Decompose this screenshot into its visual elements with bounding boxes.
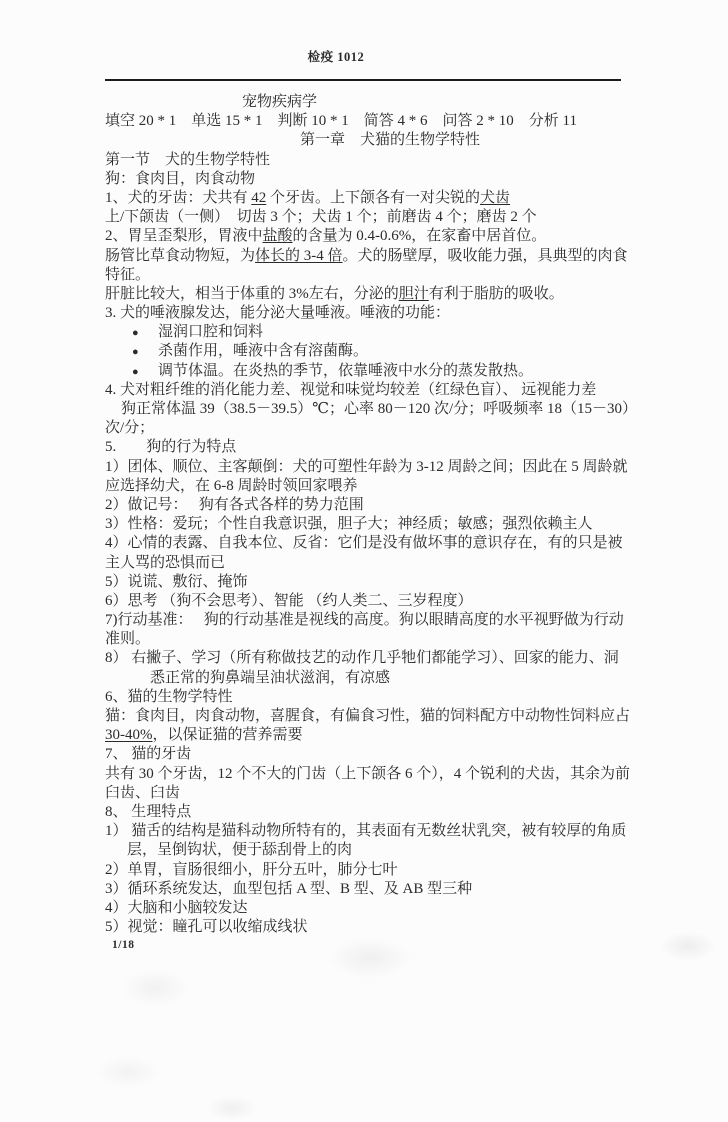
text-segment: 狗正常体温 39（38.5－39.5）℃；心率 80－120 次/分；呼吸频率 18（15－30） xyxy=(121,401,637,417)
text-segment: 第一章 犬猫的生物学特性 xyxy=(300,132,481,149)
section-heading xyxy=(105,151,625,170)
text-segment: 7)行动基准： 狗的行动基准是视线的高度。狗以眼睛高度的水平视野做为行动 xyxy=(105,612,624,629)
document-line xyxy=(105,458,628,477)
underlined-term: 盐酸 xyxy=(262,228,293,245)
text-segment: 6）思考 （狗不会思考）、智能 （约人类二、三岁程度） xyxy=(105,592,473,609)
text-segment: 调节体温。在炎热的季节，依靠唾液中水分的蒸发散热。 xyxy=(158,362,534,379)
text-segment: 宠物疾病学 xyxy=(242,94,318,110)
document-line xyxy=(105,765,631,784)
text-segment: 特征。 xyxy=(105,266,151,283)
document-line xyxy=(105,208,625,227)
text-segment: 共有 30 个牙齿，12 个不大的门齿（上下颌各 6 个），4 个锐利的犬齿，其余为前 xyxy=(105,765,631,782)
document-line xyxy=(105,669,625,688)
document-line xyxy=(105,899,625,918)
text-segment: 主人骂的恐惧而已 xyxy=(105,554,226,571)
text-segment: 应选择幼犬，在 6-8 周龄时领回家喂养 xyxy=(105,477,358,494)
document-line xyxy=(105,496,625,515)
document-line xyxy=(105,841,625,860)
document-line xyxy=(105,362,625,381)
document-line xyxy=(105,477,625,496)
text-segment: 7、 猫的牙齿 xyxy=(105,746,192,763)
text-segment: 狗：食肉目，肉食动物 xyxy=(105,170,256,187)
text-segment: 5）视觉：瞳孔可以收缩成线状 xyxy=(105,919,308,936)
document-line xyxy=(105,611,625,630)
text-segment: 4. 犬对粗纤维的消化能力差、视觉和味觉均较差（红绿色盲）、 远视能力差 xyxy=(105,381,597,398)
header-divider-rule xyxy=(105,79,621,81)
text-segment: 次/分； xyxy=(105,420,155,437)
document-line xyxy=(105,189,625,208)
text-segment: 6、猫的生物学特性 xyxy=(105,688,233,705)
document-line xyxy=(105,554,625,573)
underlined-term: 体长的 3-4 倍 xyxy=(255,247,343,264)
document-line xyxy=(105,419,625,438)
text-segment: 臼齿、臼齿 xyxy=(105,784,181,801)
text-segment: 2）单胃，盲肠很细小，肝分五叶，肺分七叶 xyxy=(105,861,398,878)
page-header-course-code: 检疫 1012 xyxy=(307,50,365,64)
document-line xyxy=(105,880,625,899)
text-segment: 3. 犬的唾液腺发达，能分泌大量唾液。唾液的功能： xyxy=(105,305,451,322)
document-line xyxy=(105,400,637,419)
chapter-heading xyxy=(105,131,625,150)
document-line xyxy=(105,285,625,304)
text-segment: 杀菌作用，唾液中含有溶菌酶。 xyxy=(158,343,369,360)
document-line xyxy=(105,649,625,668)
document-line xyxy=(105,592,625,611)
document-line xyxy=(105,573,625,592)
document-line xyxy=(105,170,625,189)
document-body xyxy=(105,93,637,937)
text-segment: 8、 生理特点 xyxy=(105,803,192,820)
document-line xyxy=(105,304,625,323)
underlined-term: 胆汁 xyxy=(398,285,429,302)
text-segment: 5. 狗的行为特点 xyxy=(105,439,237,456)
document-line xyxy=(105,381,625,400)
text-segment: 猫：食肉目，肉食动物，喜腥食，有偏食习性，猫的饲料配方中动物性饲料应占 xyxy=(105,708,631,724)
document-line xyxy=(105,227,625,246)
underlined-term: 42 xyxy=(251,189,267,206)
document-line xyxy=(105,745,625,764)
text-segment: 1）团体、顺位、主客颠倒：犬的可塑性年龄为 3-12 周龄之间；因此在 5 周龄就 xyxy=(105,458,628,475)
document-line xyxy=(105,534,625,553)
document-line xyxy=(105,726,625,745)
text-segment: 的含量为 0.4-0.6%，在家畜中居首位。 xyxy=(292,228,547,245)
text-segment: 4）大脑和小脑较发达 xyxy=(105,899,248,916)
text-segment: 2、胃呈歪梨形，胃液中 xyxy=(105,228,263,245)
document-line xyxy=(105,266,625,285)
text-segment: 有利于脂肪的吸收。 xyxy=(428,285,564,302)
text-segment: 个牙齿。上下颌各有一对尖锐的 xyxy=(266,189,481,206)
text-segment: 。犬的肠壁厚，吸收能力强，具典型的肉食 xyxy=(342,247,628,264)
page-number: 1/18 xyxy=(112,939,135,951)
document-line xyxy=(105,438,625,457)
doc-title xyxy=(105,93,625,112)
document-line xyxy=(105,784,625,803)
text-segment: 湿润口腔和饲料 xyxy=(158,324,264,341)
document-line xyxy=(105,247,628,266)
document-line xyxy=(105,688,625,707)
underlined-term: 犬齿 xyxy=(480,189,511,206)
text-segment: 4）心情的表露、自我本位、反省：它们是没有做坏事的意识存在，有的只是被 xyxy=(105,535,623,552)
exam-structure xyxy=(105,112,625,131)
bullet-icon: ● xyxy=(132,327,139,340)
text-segment: 层，呈倒钩状，便于舔刮骨上的肉 xyxy=(127,842,353,859)
document-line xyxy=(105,323,625,342)
document-line xyxy=(105,630,625,649)
text-segment: 5）说谎、敷衍、掩饰 xyxy=(105,573,248,590)
text-segment: 2）做记号： 狗有各式各样的势力范围 xyxy=(105,496,364,513)
document-line xyxy=(105,803,625,822)
document-line xyxy=(105,822,625,841)
bullet-icon: ● xyxy=(132,346,139,359)
document-line xyxy=(105,918,625,937)
text-segment: 3）循环系统发达，血型包括 A 型、B 型、及 AB 型三种 xyxy=(105,880,473,897)
text-segment: 悉正常的狗鼻端呈油状滋润，有凉感 xyxy=(150,669,391,686)
text-segment: 3）性格：爱玩；个性自我意识强，胆子大；神经质；敏感；强烈依赖主人 xyxy=(105,516,593,533)
text-segment: 肝脏比较大，相当于体重的 3%左右，分泌的 xyxy=(105,285,399,302)
underlined-term: 30-40% xyxy=(105,727,153,744)
document-line xyxy=(105,515,625,534)
text-segment: 准则。 xyxy=(105,631,151,648)
text-segment: 肠管比草食动物短，为 xyxy=(105,247,256,264)
text-segment: ，以保证猫的营养需要 xyxy=(152,727,303,744)
text-segment: 填空 20 * 1 单选 15 * 1 判断 10 * 1 简答 4 * 6 问答 2 * 10 分析 11 xyxy=(105,113,577,130)
text-segment: 1、犬的牙齿：犬共有 xyxy=(105,189,252,206)
text-segment: 第一节 犬的生物学特性 xyxy=(105,151,271,168)
bullet-icon: ● xyxy=(132,365,139,378)
text-segment: 8） 右撇子、学习（所有称做技艺的动作几乎牠们都能学习）、回家的能力、洞 xyxy=(105,650,619,667)
document-line xyxy=(105,342,625,361)
document-line xyxy=(105,861,625,880)
document-line xyxy=(105,707,631,726)
text-segment: 1） 猫舌的结构是猫科动物所特有的，其表面有无数丝状乳突，被有较厚的角质 xyxy=(105,823,627,840)
text-segment: 上/下颌齿（一侧） 切齿 3 个；犬齿 1 个；前磨齿 4 个；磨齿 2 个 xyxy=(105,209,537,226)
